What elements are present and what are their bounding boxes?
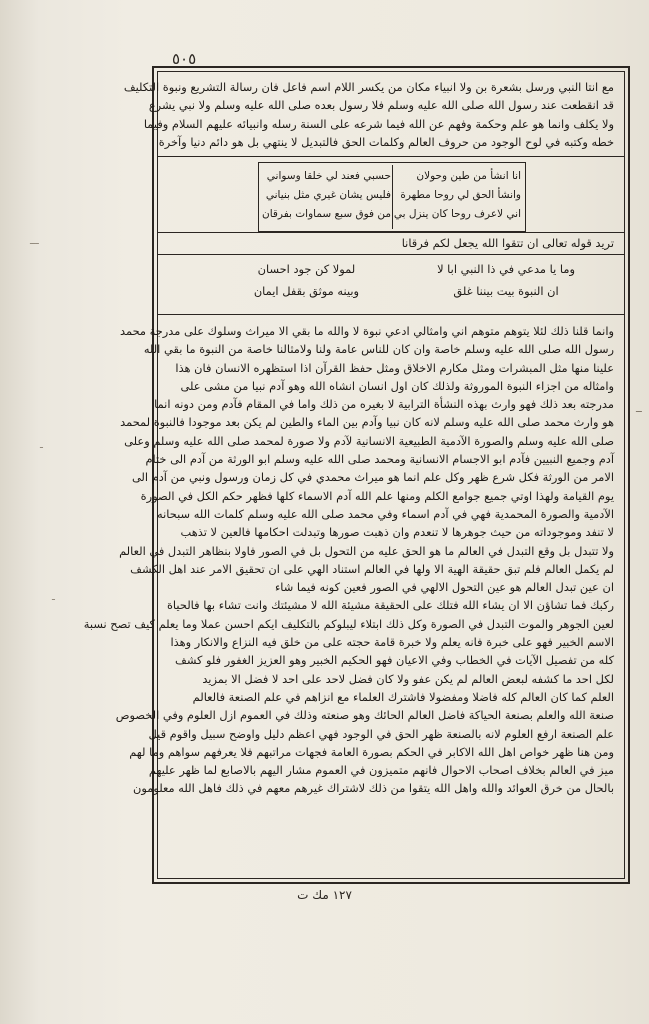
text-line: آدم وجميع النبيين فآدم ابو الاجسام الانسانية ومحمد صلى الله عليه وسلم ابو الورثة من آدم الى ختام — [145, 452, 614, 467]
text-line: ولا تتبدل بل وقع التبدل في العالم ما هو الحق عليه من التحول بل في الصور فاولا بنظاهر التبدل في العالم — [119, 543, 614, 558]
text-line: ركبك فما تشاؤن الا ان يشاء الله فتلك على الحقيقة مشيئة الله لا مشيئتك وانت تشاء بها فالحياة — [166, 598, 614, 613]
text-line: صنعة الله والعلم بصنعة الحياكة فاضل العالم الحائك وهو صنعته وذلك في العموم ازل العلوم وفي الخصوص — [115, 708, 614, 723]
text-line: مدرجته بعد ذلك فهو وارث بهذه النشأة الترابية لا بغيره من ذلك واما في المقام فآدم ومن دونه انما — [154, 397, 614, 412]
text-line: يوم القيامة ولهذا اوتي جميع جوامع الكلم ومنها علم الله آدم الاسماء كلها فظهر حكم الكل في الصورة — [140, 488, 614, 503]
text-line — [168, 816, 614, 834]
text-line: علينا منها مثل المبشرات ومثل مكارم الاخلاق ومثل حفظ القرآن اذا استظهره الانسان فان هذا — [175, 360, 614, 375]
divider — [158, 156, 624, 157]
text-line — [168, 871, 614, 889]
poem-column-left — [263, 167, 391, 224]
text-line: قد انقطعت عند رسول الله صلى الله عليه وسلم فلا رسول بعده صلى الله عليه وسلم ولا نبي يشرع — [148, 98, 614, 113]
text-line: كله من تفصيل الآيات في الخطاب وفي الاعيان فهو الحكيم الخبير وهو العزيز الغفور فلو كشف — [175, 653, 614, 668]
text-line: لعين الجوهر والموت التبدل في الصورة وكل ذلك ابتلاء ليبلوكم بالتكليف ايكم احسن عملا وما يعلم كيف تصح نسبة — [83, 616, 614, 631]
text-line: الاسم الخبير فهو على خبرة فانه يعلم ولا خبرة قامة حجته على من خلق فيه النزاع والانكار وهذا — [170, 635, 614, 650]
text-line: هو وارث محمد صلى الله عليه وسلم لانه كان نبيا وآدم بين الماء والطين لم يكن بعد موجودا فالنبوة لمحمد — [120, 415, 614, 430]
verse-hemistich: وما يا مدعي في ذا النبي ابا لا — [437, 262, 575, 276]
text-line — [168, 853, 614, 871]
quran-line: تريد قوله تعالى ان تتقوا الله يجعل لكم فرقانا — [401, 236, 614, 250]
text-line: الآدمية والصورة المحمدية فهي في آدم اسماء وفي محمد صلى الله عليه وسلم كلمات الله سبحانه — [157, 506, 614, 521]
verse-row — [178, 284, 604, 298]
verse-hemistich: لمولا كن جود احسان — [257, 262, 356, 276]
text-line: لم يكمل العالم فلم تبق حقيقة الهية الا ولها في العالم استناد الهي على ان تحقيق الامر عند اهل الكشف — [130, 561, 614, 576]
page-number: ٥٠٥ — [172, 50, 197, 68]
text-line: بالحال من خرق العوائد والله واهل الله يتقوا من ذلك لاشتراك غيرهم معهم في ذلك فاهل الله معلومون — [133, 781, 614, 796]
poem-line: حسبي فعند لي خلقا وسواني — [266, 170, 391, 182]
text-line — [168, 834, 614, 852]
text-frame-inner — [83, 71, 625, 879]
text-line: خطه وكتبه في لوح الوجود من حروف العالم وكلمات الحق فالتبديل لا ينتهي بل هو دائم دنيا وآخرة — [158, 134, 614, 149]
text-line: ولا يكلف وانما هو علم وحكمة وفهم عن الله فيما شرعه على السنة رسله وانبيائه عليهم السلام وفيما — [143, 116, 614, 131]
poem-line: من فوق سبع سماوات بفرقان — [261, 208, 391, 220]
divider — [158, 314, 624, 315]
text-line: وامثاله من اجزاء النبوة الموروثة ولذلك كان اول انسان انشاه الله وهو آدم نبيا من مشى على — [180, 378, 614, 393]
text-line — [168, 798, 614, 816]
text-line: ان عين تبدل العالم هو عين التحول الالهي في الصور فعين كونه فيما شاء — [274, 580, 614, 595]
signature-mark: ١٢٧ مك ت — [297, 888, 352, 902]
margin-mark: ـــ — [30, 236, 39, 247]
text-line: العلم كما كان العالم كله فاضلا ومفضولا فاشترك العلماء مع انزاهم في علم الصنعة فالعالم — [192, 689, 614, 704]
text-line: رسول الله صلى الله عليه وسلم خاصة وان كان للناس عامة ولنا ولامثالنا خاصة من النبوة ما بقي الله — [143, 342, 614, 357]
margin-mark: ـ — [52, 592, 55, 603]
margin-mark: ـ — [40, 440, 43, 451]
text-line: ومن هنا ظهر خواص اهل الله الاكابر في الحكم بصورة العامة فجهات مراتبهم فلا يعرفهم سواهم وما لهم — [129, 744, 614, 759]
text-line: لكل احد ما كشفه لبعض العالم لم يكن عفو ولا كان فضل لاحد على احد لا فضل الا بمزيد — [202, 671, 614, 686]
text-line: لا تنفد وموجوداته من حيث جوهرها لا تنعدم وان ذهبت صورها وتبدلت احكامها فالعين لا تذهب — [180, 525, 614, 540]
margin-mark: ــ — [636, 404, 642, 415]
poem-box — [258, 162, 526, 232]
text-line: وانما قلنا ذلك لئلا يتوهم متوهم اني وامثالي ادعي نبوة لا والله ما بقي الا ميراث وسلوك على مدرجة محمد — [120, 324, 614, 338]
top-paragraph — [123, 78, 614, 151]
verse-row — [178, 262, 604, 276]
poem-line: انا انشأ من طين وحولان — [416, 170, 521, 182]
poem-divider — [392, 165, 393, 229]
main-paragraph — [83, 322, 614, 908]
text-line: الامر من الورثة فكل شرع ظهر وكل علم انما هو ميراث محمدي في كل زمان ورسول ونبي من آدم الى — [131, 470, 614, 485]
text-line: صلى الله عليه وسلم والصورة الآدمية الطبيعية الانسانية لآدم ولا صورة لمحمد صلى الله عليه وسلم وعلى — [124, 433, 614, 448]
poem-line: وانشأ الحق لي روحا مطهرة — [400, 189, 521, 201]
text-line: ميز في العالم بخلاف اصحاب الاحوال فانهم متميزون في العموم مشار اليهم بالاصابع لما ظهر عليهم — [148, 763, 614, 778]
divider — [158, 232, 624, 233]
verse-hemistich: ان النبوة بيت بيننا غلق — [453, 284, 559, 298]
poem-column-right — [393, 167, 521, 224]
text-line: مع انتا النبي ورسل بشعرة بن ولا انبياء مكان من يكسر اللام اسم فاعل فان رسالة التشريع ونبوة التكليف — [123, 80, 614, 94]
text-line: علم الصنعة ارفع العلوم لانه بالصنعة ظهر الحق في الوجود فهي اعظم دليل واوضح سبيل واقوم قيل — [148, 726, 614, 741]
poem-line: فليس يشان غيري مثل بنياني — [265, 189, 391, 201]
poem-line: اني لاعرف روحا كان ينزل بي — [393, 208, 521, 220]
text-frame — [83, 66, 630, 884]
divider — [158, 254, 624, 255]
verse-hemistich: وبينه موثق بقفل ايمان — [253, 284, 360, 298]
